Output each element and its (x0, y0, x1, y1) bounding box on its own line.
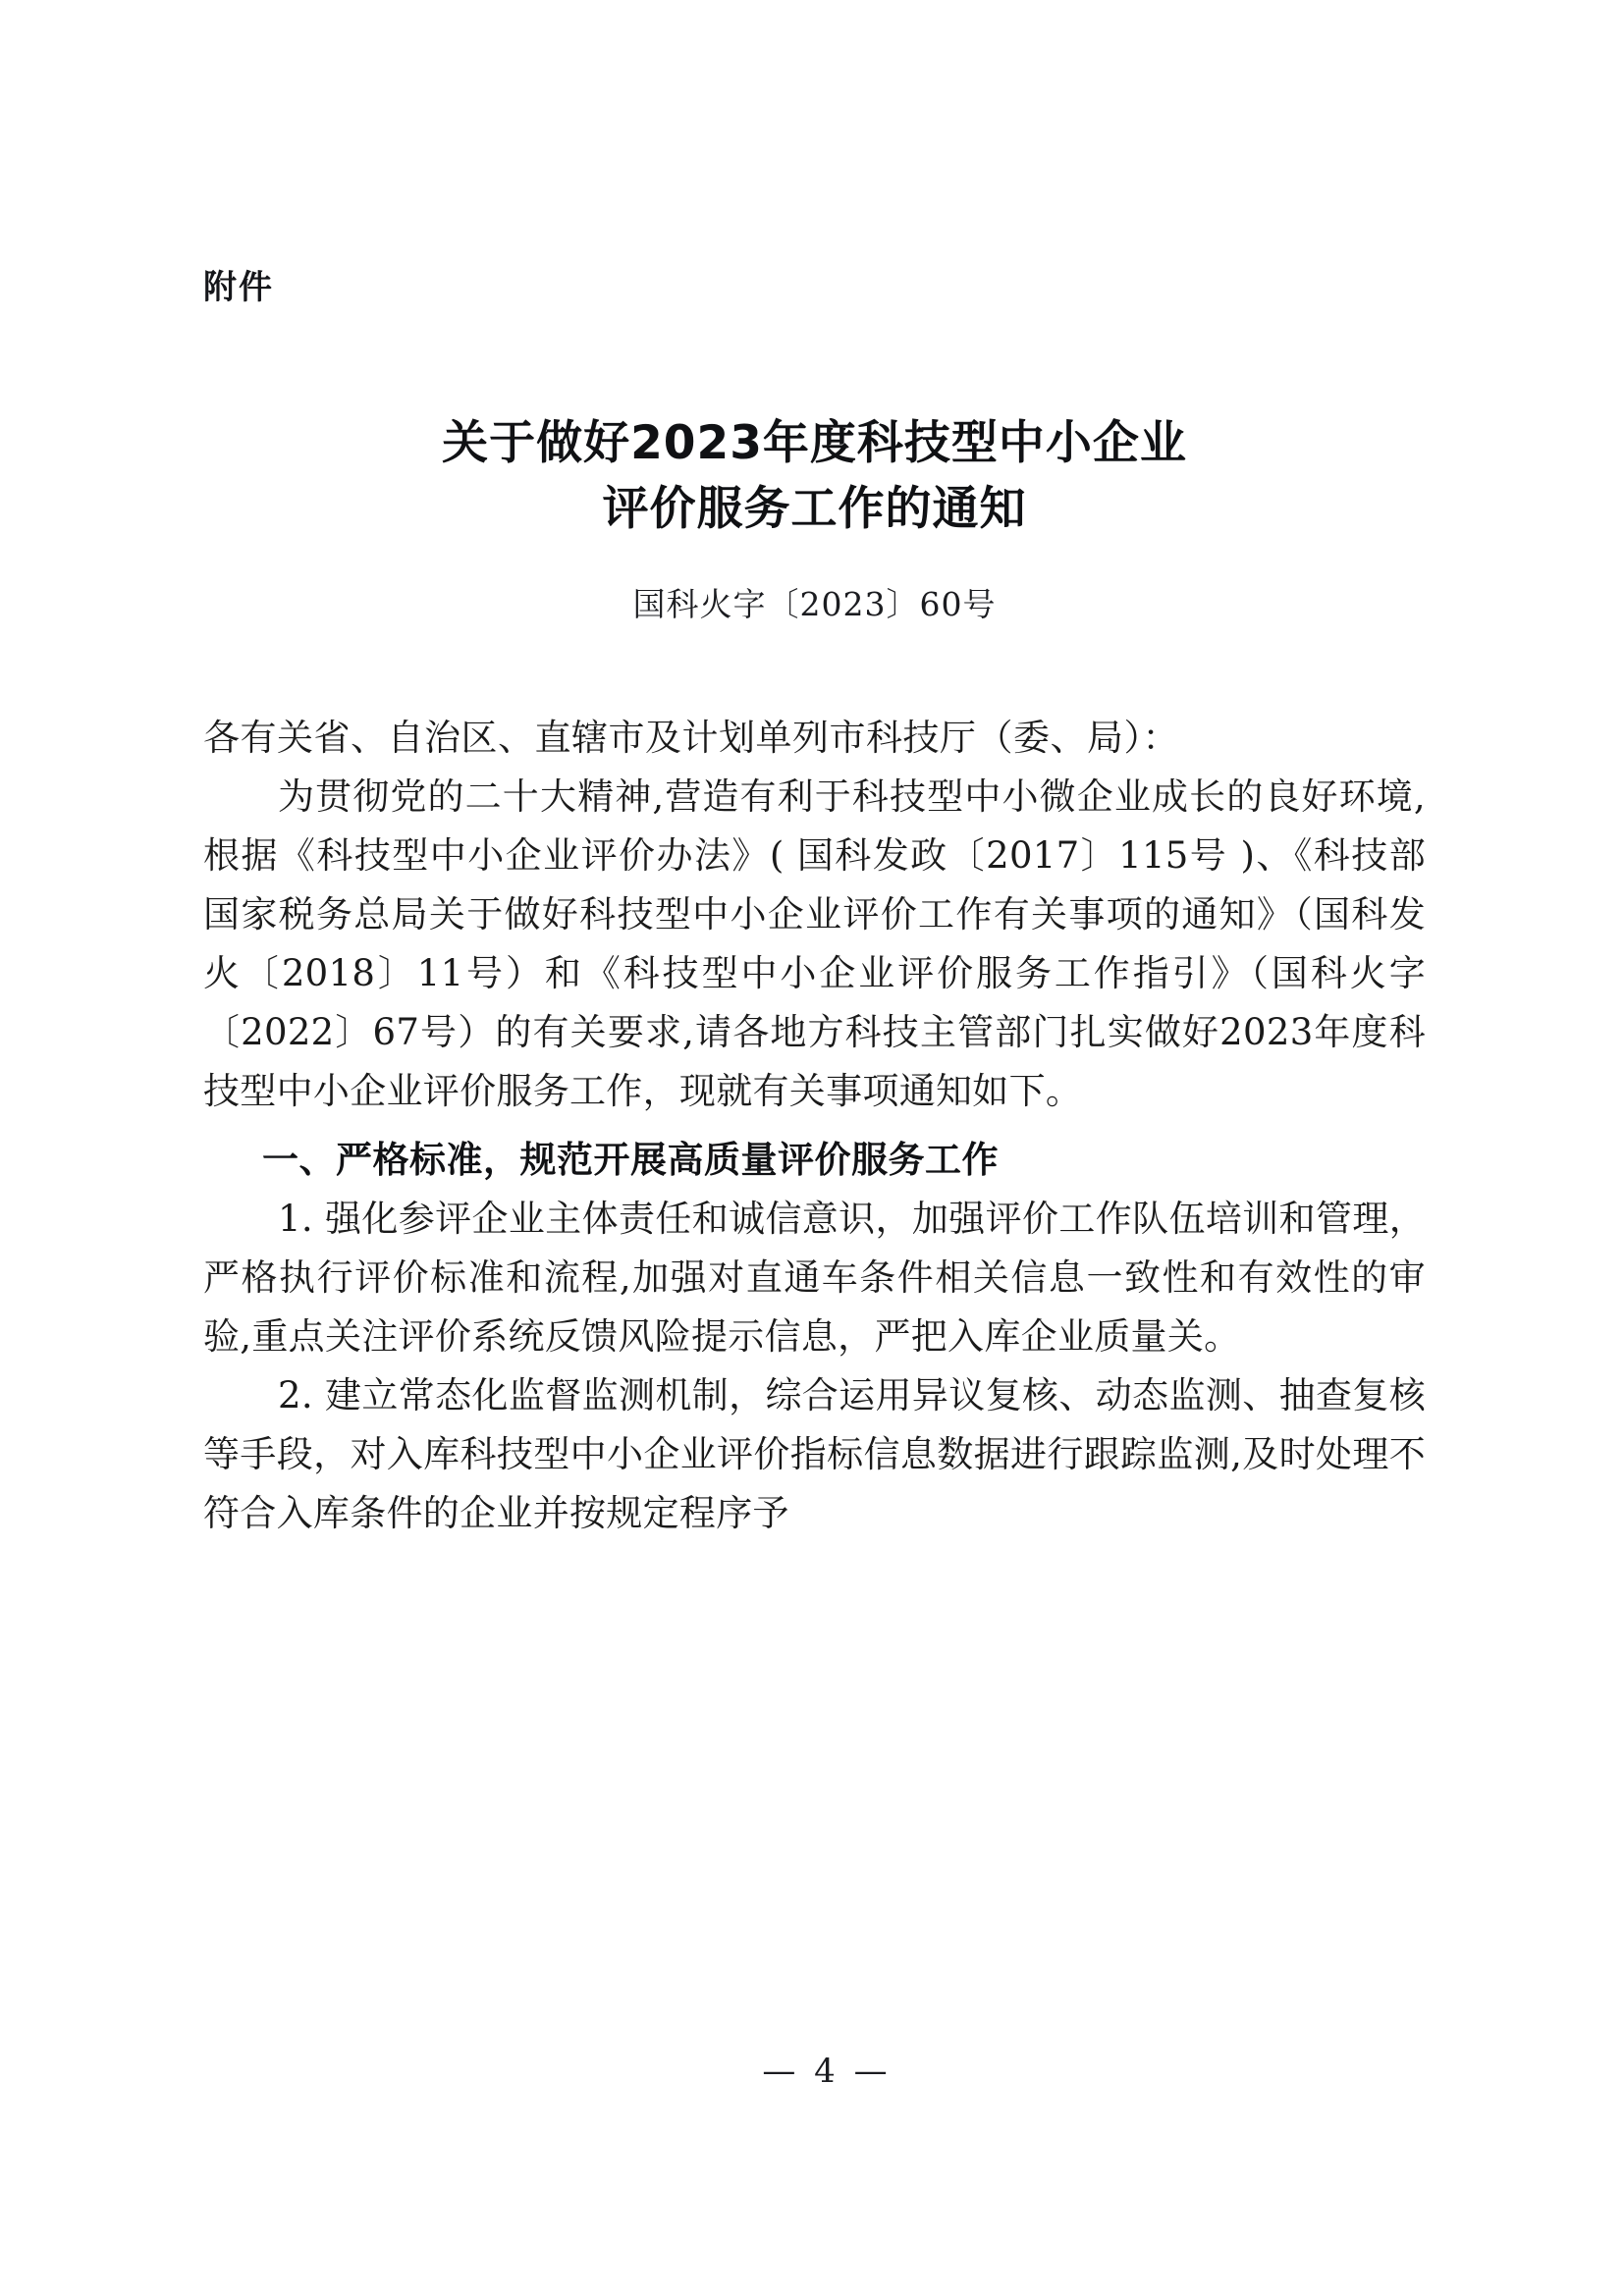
document-content (203, 0, 1426, 1543)
document-number: 国科火字〔2023〕60号 (632, 585, 997, 624)
page-number: — 4 — (762, 2052, 892, 2091)
salutation: 各有关省、自治区、直辖市及计划单列市科技厅（委、局）： (203, 717, 1179, 760)
page-title-line-1: 关于做好2023年度科技型中小企业 (442, 416, 1187, 470)
attachment-label: 附件 (203, 268, 274, 307)
page-title-line-2: 评价服务工作的通知 (602, 481, 1027, 536)
paragraph-intro: 为贯彻党的二十大精神,营造有利于科技型中小微企业成长的良好环境,根据《科技型中小企业评价办法》( 国科发政〔2017〕115号 )、《科技部 国家税务总局关于做好科技型中小企业评价工作有关事项的通知》（国科发火〔2018〕11号）和《科技型中小企业评价服务工作指引》（国科火字〔2022〕67号）的有关要求,请各地方科技主管部门扎实做好2023年度科技型中小企业评价服务工作，现就有关事项通知如下。 (203, 775, 1426, 1113)
paragraph-item-2: 2. 建立常态化监督监测机制，综合运用异议复核、动态监测、抽查复核等手段，对入库科技型中小企业评价指标信息数据进行跟踪监测,及时处理不符合入库条件的企业并按规定程序予 (203, 1373, 1426, 1534)
page-title (203, 411, 1426, 542)
paragraph-item-1: 1. 强化参评企业主体责任和诚信意识，加强评价工作队伍培训和管理，严格执行评价标准和流程,加强对直通车条件相关信息一致性和有效性的审验,重点关注评价系统反馈风险提示信息，严把入库企业质量关。 (203, 1197, 1426, 1358)
section-heading-1: 一、严格标准，规范开展高质量评价服务工作 (262, 1139, 999, 1182)
